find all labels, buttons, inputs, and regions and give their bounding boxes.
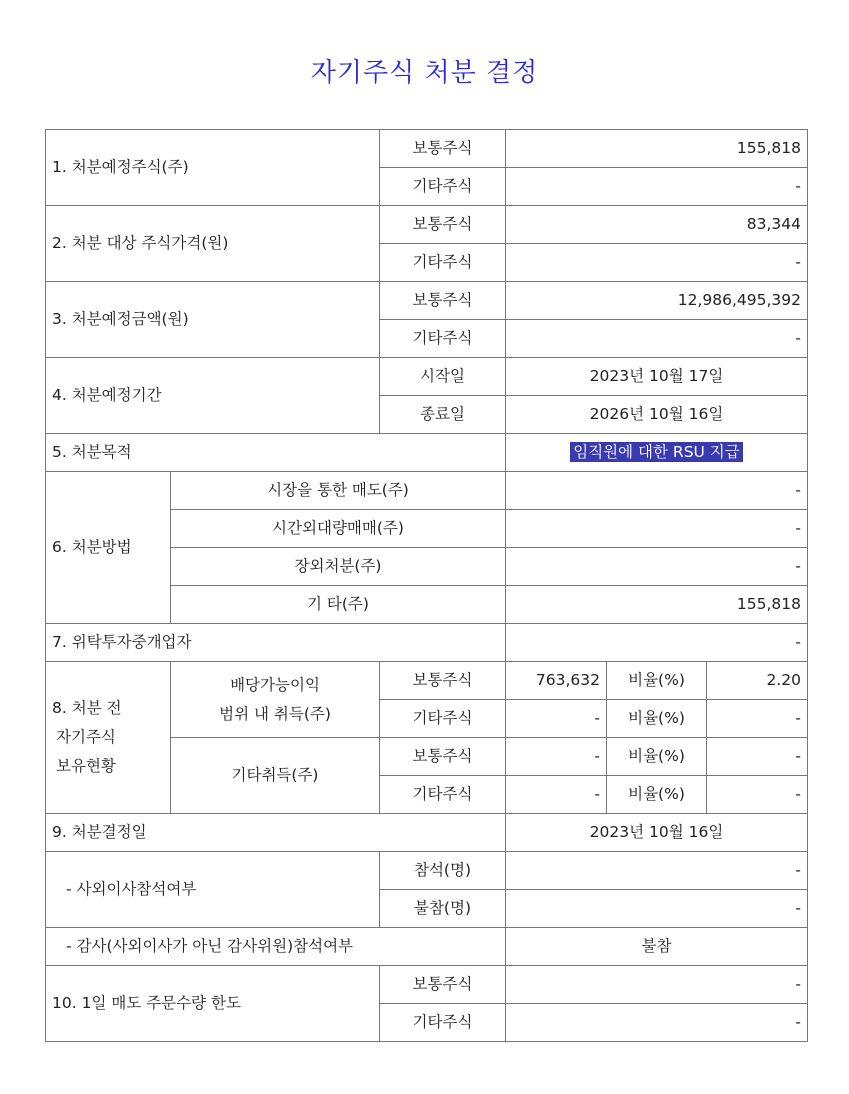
sub-label: 기타주식 xyxy=(380,776,506,814)
value-cell: - xyxy=(506,890,808,928)
value-cell: 2026년 10월 16일 xyxy=(506,396,808,434)
value-cell: 2023년 10월 16일 xyxy=(506,814,808,852)
value-cell: - xyxy=(506,244,808,282)
value-cell: - xyxy=(506,472,808,510)
value-cell: - xyxy=(506,700,607,738)
sub-label: 보통주식 xyxy=(380,738,506,776)
value-cell: - xyxy=(506,548,808,586)
ratio-label: 비율(%) xyxy=(607,662,707,700)
value-cell: 12,986,495,392 xyxy=(506,282,808,320)
sub-label: 보통주식 xyxy=(380,130,506,168)
row-label: - 사외이사참석여부 xyxy=(46,852,380,928)
sub-label: 불참(명) xyxy=(380,890,506,928)
sub-label: 기 타(주) xyxy=(171,586,506,624)
row-label: - 감사(사외이사가 아닌 감사위원)참석여부 xyxy=(46,928,506,966)
value-cell: - xyxy=(506,776,607,814)
sub-label xyxy=(171,662,380,738)
row-label: 10. 1일 매도 주문수량 한도 xyxy=(46,966,380,1042)
table-row xyxy=(46,130,808,168)
ratio-value: - xyxy=(707,776,808,814)
table-row xyxy=(46,358,808,396)
table-row xyxy=(46,852,808,890)
value-cell: - xyxy=(506,168,808,206)
sub-label: 보통주식 xyxy=(380,282,506,320)
row-label-line: 자기주식 xyxy=(56,728,116,747)
ratio-value: 2.20 xyxy=(707,662,808,700)
sub-label: 보통주식 xyxy=(380,966,506,1004)
value-cell xyxy=(506,434,808,472)
sub-label: 기타주식 xyxy=(380,1004,506,1042)
table-row xyxy=(46,434,808,472)
table-row xyxy=(46,928,808,966)
value-cell: 83,344 xyxy=(506,206,808,244)
table-row xyxy=(46,966,808,1004)
value-cell: - xyxy=(506,966,808,1004)
ratio-value: - xyxy=(707,738,808,776)
value-cell: - xyxy=(506,320,808,358)
value-cell: - xyxy=(506,738,607,776)
row-label: 1. 처분예정주식(주) xyxy=(46,130,380,206)
table-row xyxy=(46,662,808,700)
sub-label: 보통주식 xyxy=(380,206,506,244)
value-cell: 2023년 10월 17일 xyxy=(506,358,808,396)
page-title: 자기주식 처분 결정 xyxy=(310,58,539,88)
sub-label: 시간외대량매매(주) xyxy=(171,510,506,548)
sub-label: 참석(명) xyxy=(380,852,506,890)
value-cell: 155,818 xyxy=(506,586,808,624)
sub-label: 기타주식 xyxy=(380,168,506,206)
value-cell: - xyxy=(506,624,808,662)
sub-label: 기타주식 xyxy=(380,700,506,738)
table-row xyxy=(46,814,808,852)
table-row xyxy=(46,282,808,320)
sub-label: 장외처분(주) xyxy=(171,548,506,586)
row-label-line: 보유현황 xyxy=(56,756,116,775)
ratio-value: - xyxy=(707,700,808,738)
ratio-label: 비율(%) xyxy=(607,700,707,738)
table-row xyxy=(46,472,808,510)
sub-label: 종료일 xyxy=(380,396,506,434)
table-row xyxy=(46,624,808,662)
sub-label: 시작일 xyxy=(380,358,506,396)
value-cell: 불참 xyxy=(506,928,808,966)
value-cell: 763,632 xyxy=(506,662,607,700)
sub-label-line: 범위 내 취득(주) xyxy=(219,704,331,723)
row-label: 4. 처분예정기간 xyxy=(46,358,380,434)
value-cell: - xyxy=(506,852,808,890)
sub-label: 시장을 통한 매도(주) xyxy=(171,472,506,510)
value-cell: - xyxy=(506,1004,808,1042)
ratio-label: 비율(%) xyxy=(607,776,707,814)
selected-text[interactable]: 임직원에 대한 RSU 지급 xyxy=(570,442,743,462)
disposal-decision-table xyxy=(45,129,808,1042)
sub-label: 보통주식 xyxy=(380,662,506,700)
row-label: 3. 처분예정금액(원) xyxy=(46,282,380,358)
row-label-line: 8. 처분 전 xyxy=(52,699,122,718)
row-label: 2. 처분 대상 주식가격(원) xyxy=(46,206,380,282)
sub-label: 기타주식 xyxy=(380,320,506,358)
row-label: 7. 위탁투자중개업자 xyxy=(46,624,506,662)
sub-label: 기타취득(주) xyxy=(171,738,380,814)
sub-label-line: 배당가능이익 xyxy=(230,675,320,694)
sub-label: 기타주식 xyxy=(380,244,506,282)
row-label: 9. 처분결정일 xyxy=(46,814,506,852)
row-label: 5. 처분목적 xyxy=(46,434,506,472)
ratio-label: 비율(%) xyxy=(607,738,707,776)
value-cell: - xyxy=(506,510,808,548)
table-row xyxy=(46,206,808,244)
value-cell: 155,818 xyxy=(506,130,808,168)
row-label: 6. 처분방법 xyxy=(46,472,171,624)
row-label xyxy=(46,662,171,814)
